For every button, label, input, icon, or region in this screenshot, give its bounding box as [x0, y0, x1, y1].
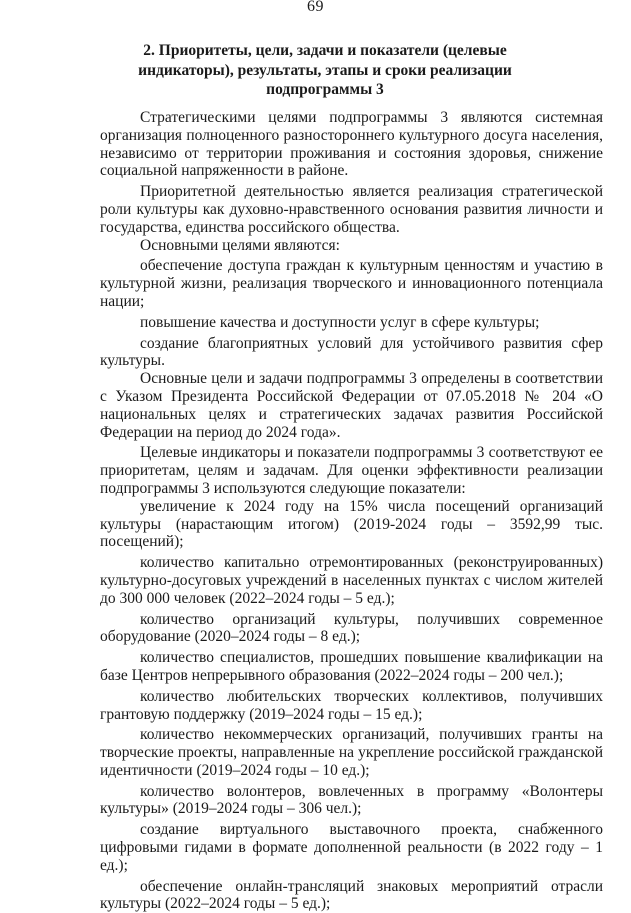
list-item-indicator-renovated: количество капитально отремонтированных (реконструированных) культурно-досуговых учреждений в населенных пунктах с числом жителей до 300 000 человек (2022–2024 годы – 5 ед.);	[100, 554, 603, 607]
list-item-indicator-virtual-project: создание виртуального выставочного проекта, снабженного цифровыми гидами в формате дополненной реальности (в 2022 году – 1 ед.);	[100, 821, 603, 874]
document-body	[100, 109, 603, 913]
list-item-goal-access: обеспечение доступа граждан к культурным ценностям и участию в культурной жизни, реализация творческого и инновационного потенциала нации;	[100, 257, 603, 310]
paragraph-decree: Основные цели и задачи подпрограммы 3 определены в соответствии с Указом Президента Российской Федерации от 07.05.2018 № 204 «О национальных целях и стратегических задачах развития Российской Федерации на период до 2024 года».	[100, 370, 603, 441]
page-number: 69	[307, 0, 324, 15]
list-item-indicator-specialists: количество специалистов, прошедших повышение квалификации на базе Центров непрерывного образования (2022–2024 годы – 200 чел.);	[100, 649, 603, 684]
paragraph-priority-activity: Приоритетной деятельностью является реализация стратегической роли культуры как духовно-нравственного основания развития личности и государства, единства российского общества.	[100, 183, 603, 236]
paragraph-strategic-goals: Стратегическими целями подпрограммы 3 являются системная организация полноценного разностороннего культурного досуга населения, независимо от территории проживания и состояния здоровья, снижение социальной напряженности в районе.	[100, 109, 603, 180]
list-item-goal-quality: повышение качества и доступности услуг в сфере культуры;	[140, 313, 540, 331]
list-item-indicator-equipment: количество организаций культуры, получивших современное оборудование (2020–2024 годы – 8 ед.);	[100, 610, 603, 646]
paragraph-indicators-intro: Целевые индикаторы и показатели подпрограммы 3 соответствуют ее приоритетам, целям и задачам. Для оценки эффективности реализации подпрограммы 3 используются следующие показатели:	[100, 444, 603, 497]
list-item-indicator-online-broadcasts: обеспечение онлайн-трансляций знаковых мероприятий отрасли культуры (2022–2024 годы – 5 ед.);	[100, 877, 603, 913]
list-item-indicator-collectives: количество любительских творческих коллективов, получивших грантовую поддержку (2019–2024 годы – 15 ед.);	[100, 687, 603, 723]
list-item-goal-conditions: создание благоприятных условий для устойчивого развития сфер культуры.	[100, 334, 603, 370]
section-heading: 2. Приоритеты, цели, задачи и показатели (целевые индикаторы), результаты, этапы и сроки реализации подпрограммы 3	[138, 42, 512, 98]
paragraph-main-goals-intro: Основными целями являются:	[140, 236, 340, 254]
list-item-indicator-visits: увеличение к 2024 году на 15% числа посещений организаций культуры (нарастающим итогом) (2019-2024 годы – 3592,99 тыс. посещений);	[100, 497, 603, 551]
list-item-indicator-nko: количество некоммерческих организаций, получивших гранты на творческие проекты, направленные на укрепление российской гражданской идентичности (2019–2024 годы – 10 ед.);	[100, 726, 603, 779]
list-item-indicator-volunteers: количество волонтеров, вовлеченных в программу «Волонтеры культуры» (2019–2024 годы – 306 чел.);	[100, 782, 603, 818]
